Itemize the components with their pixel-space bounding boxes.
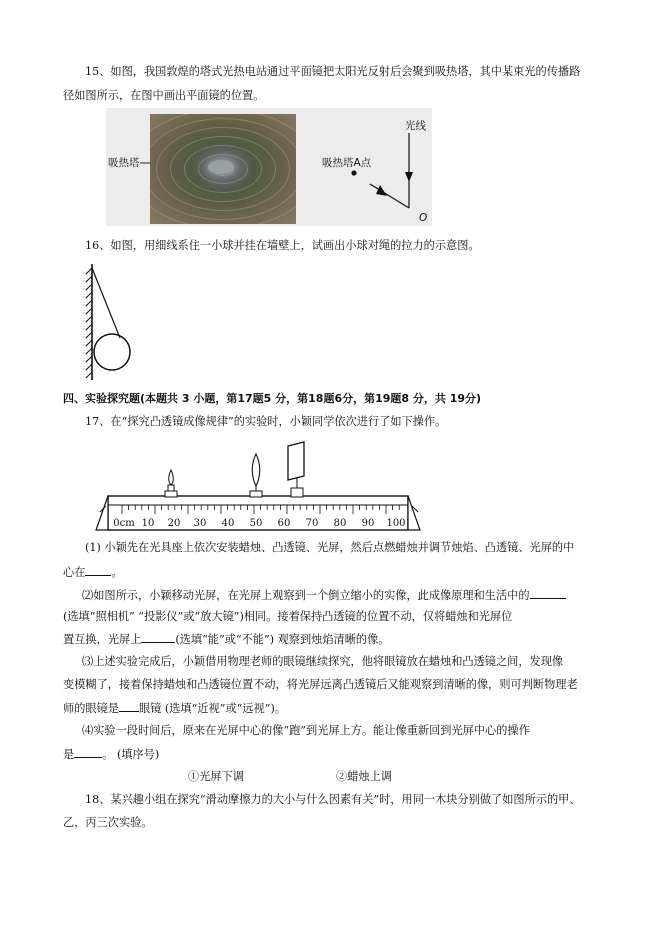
q17-p2-line-a: ⑵如图所示，小颖移动光屏，在光屏上观察到一个倒立缩小的实像，此成像原理和生活中的 bbox=[82, 587, 566, 604]
q17-p3-line-a: ⑶上述实验完成后，小颖借用物理老师的眼镜继续探究，他将眼镜放在蜡烛和凸透镜之间，发现像 bbox=[82, 655, 564, 668]
q17-p1-line-b: 心在 。 bbox=[63, 566, 123, 579]
scale-label-30: 30 bbox=[193, 518, 207, 529]
solar-field-photo bbox=[150, 114, 296, 224]
right-leg bbox=[408, 496, 420, 530]
answer-blank-4[interactable] bbox=[119, 700, 139, 712]
q17-p4-line-b: 是 。 (填序号) bbox=[63, 748, 160, 761]
optical-bench-figure bbox=[88, 436, 428, 536]
diagram-tower-label: 吸热塔A点 bbox=[322, 157, 372, 169]
light-ray-label: 光线 bbox=[405, 120, 426, 132]
q18-line-1: 18、某兴趣小组在探究“滑动摩擦力的大小与什么因素有关”时，用同一木块分别做了如图所示的甲、 bbox=[85, 793, 581, 806]
answer-blank-1[interactable] bbox=[85, 564, 111, 576]
section-4-heading: 四、实验探究题(本题共 3 小题，第17题5 分，第18题6分，第19题8 分，共 19分) bbox=[63, 392, 482, 405]
answer-blank-5[interactable] bbox=[74, 746, 102, 758]
q17-option-2: ②蜡烛上调 bbox=[336, 770, 392, 783]
q17-p4-line-a: ⑷实验一段时间后，原来在光屏中心的像“跑”到光屏上方。能让像重新回到光屏中心的操作 bbox=[82, 724, 530, 737]
reflected-ray bbox=[370, 184, 409, 208]
left-leg bbox=[96, 496, 108, 530]
q17-p2-line-c: 置互换，光屏上 (选填“能”或“不能”) 观察到烛焰清晰的像。 bbox=[63, 633, 390, 646]
q16-line-1: 16、如图，用细线系住一小球并挂在墙壁上，试画出小球对绳的拉力的示意图。 bbox=[85, 239, 480, 252]
tower-point-a bbox=[351, 170, 356, 175]
q17-p3-line-c: 师的眼镜是 眼镜 (选填“近视”或“远视”)。 bbox=[63, 702, 286, 715]
scale-label-70: 70 bbox=[305, 518, 319, 529]
convex-lens bbox=[250, 454, 262, 497]
reflected-arrow bbox=[376, 185, 387, 196]
q15-line-1: 15、如图，我国敦煌的塔式光热电站通过平面镜把太阳光反射后会聚到吸热塔，其中某束光的传播路 bbox=[85, 65, 581, 78]
scale-label-20: 20 bbox=[167, 518, 181, 529]
ray-diagram bbox=[340, 128, 430, 224]
answer-blank-3[interactable] bbox=[141, 631, 175, 643]
absorber-tower bbox=[208, 160, 234, 174]
scale-label-10: 10 bbox=[141, 518, 155, 529]
point-o-label: O bbox=[419, 212, 428, 224]
q17-line-1: 17、在“探究凸透镜成像规律”的实验时，小颖同学依次进行了如下操作。 bbox=[85, 415, 447, 428]
ball bbox=[94, 334, 130, 370]
scale-label-100: 100 bbox=[386, 518, 406, 529]
q17-p1-line-a: (1) 小颖先在光具座上依次安装蜡烛、凸透镜、光屏，然后点燃蜡烛并调节烛焰、凸透镜、光屏的中 bbox=[85, 541, 575, 554]
scale-label-50: 50 bbox=[249, 518, 263, 529]
q15-line-2: 径如图所示，在图中画出平面镜的位置。 bbox=[63, 89, 265, 102]
incident-arrow bbox=[405, 172, 413, 182]
scale-label-40: 40 bbox=[221, 518, 235, 529]
photo-tower-label: 吸热塔 bbox=[108, 157, 140, 169]
scale-label-80: 80 bbox=[333, 518, 347, 529]
hanging-ball-figure bbox=[80, 262, 150, 382]
candle bbox=[165, 470, 177, 497]
q18-line-2: 乙，丙三次实验。 bbox=[63, 816, 153, 829]
wall-hatching bbox=[86, 268, 92, 378]
scale-label-60: 60 bbox=[277, 518, 291, 529]
q17-option-1: ①光屏下调 bbox=[188, 770, 244, 783]
q17-p3-line-b: 变模糊了，接着保持蜡烛和凸透镜位置不动，将光屏远离凸透镜后又能观察到清晰的像，则可判断物理老 bbox=[63, 678, 578, 691]
answer-blank-2[interactable] bbox=[530, 587, 566, 599]
scale-label-90: 90 bbox=[361, 518, 375, 529]
q17-p2-line-b: (选填“照相机” “投影仪”或“放大镜”)相同。接着保持凸透镜的位置不动，仅将蜡烛和光屏位 bbox=[63, 610, 513, 623]
scale-label-0: 0cm bbox=[113, 518, 135, 529]
light-screen bbox=[288, 442, 304, 497]
string bbox=[92, 268, 120, 338]
